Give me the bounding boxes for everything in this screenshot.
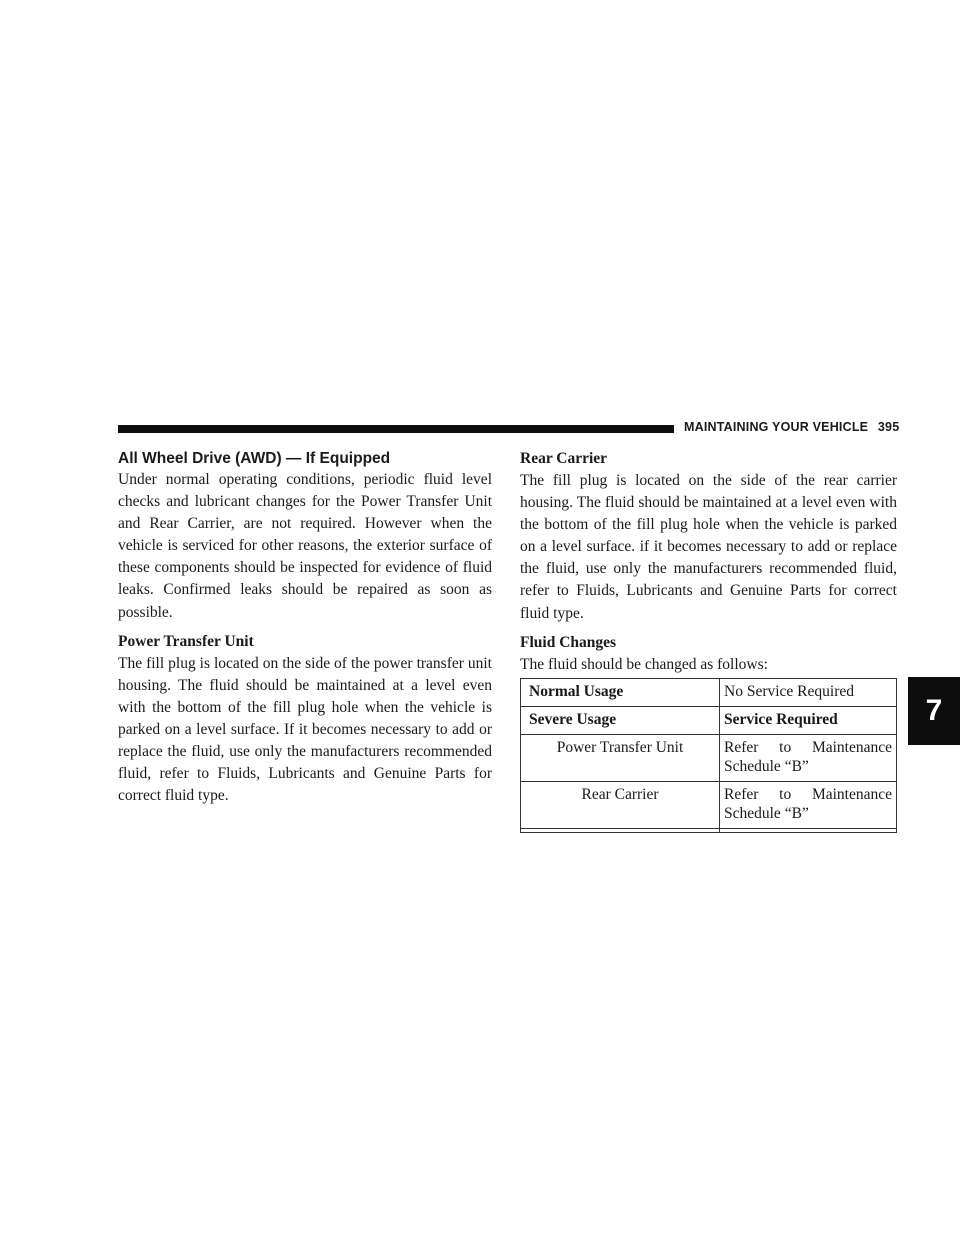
- section-title: MAINTAINING YOUR VEHICLE: [684, 420, 869, 434]
- table-cell: Service Required: [720, 706, 897, 734]
- table-row: [521, 734, 897, 781]
- running-header: [684, 420, 914, 438]
- table-cell: Severe Usage: [521, 706, 720, 734]
- ptu-heading: Power Transfer Unit: [118, 632, 254, 650]
- left-column: [118, 448, 492, 807]
- table-cell: Refer to Maintenance Schedule “B”: [720, 734, 897, 781]
- table-spacer-row: [521, 828, 897, 832]
- table-row: [521, 706, 897, 734]
- fluid-change-table: [520, 678, 897, 833]
- table-cell: Normal Usage: [521, 678, 720, 706]
- table-cell: Power Transfer Unit: [521, 734, 720, 781]
- ptu-paragraph: The fill plug is located on the side of the power transfer unit housing. The fluid should be maintained at a level even with the bottom of the fill plug hole when the vehicle is parked on a level surface. If it becomes necessary to add or replace the fluid, use only the manufacturers recommended fluid, refer to Fluids, Lubricants and Genuine Parts for correct fluid type.: [118, 654, 492, 805]
- table-cell: No Service Required: [720, 678, 897, 706]
- rear-carrier-heading: Rear Carrier: [520, 450, 608, 467]
- table-row: [521, 678, 897, 706]
- table-row: [521, 781, 897, 828]
- table-cell: Refer to Maintenance Schedule “B”: [720, 781, 897, 828]
- chapter-tab: 7: [908, 677, 960, 745]
- awd-intro-paragraph: Under normal operating conditions, periodic fluid level checks and lubricant changes for the Power Transfer Unit and Rear Carrier, are not required. However when the vehicle is serviced for other reasons, the exterior surface of these components should be inspected for evidence of fluid leaks. Confirmed leaks should be repaired as soon as possible.: [118, 471, 492, 621]
- rear-carrier-paragraph: The fill plug is located on the side of the rear carrier housing. The fluid should be maintained at a level even with the bottom of the fill plug hole when the vehicle is parked on a level surface. if it becomes necessary to add or replace the fluid, use only the manufacturers recommended fluid, refer to Fluids, Lubricants and Genuine Parts for correct fluid type.: [520, 472, 897, 622]
- fluid-changes-heading: Fluid Changes: [520, 633, 617, 651]
- fluid-changes-intro: The fluid should be changed as follows:: [520, 655, 768, 673]
- table-cell: Rear Carrier: [521, 781, 720, 828]
- right-column: [520, 448, 897, 833]
- header-rule: [118, 425, 674, 433]
- page-number: 395: [877, 420, 900, 434]
- awd-heading: All Wheel Drive (AWD) — If Equipped: [118, 450, 391, 467]
